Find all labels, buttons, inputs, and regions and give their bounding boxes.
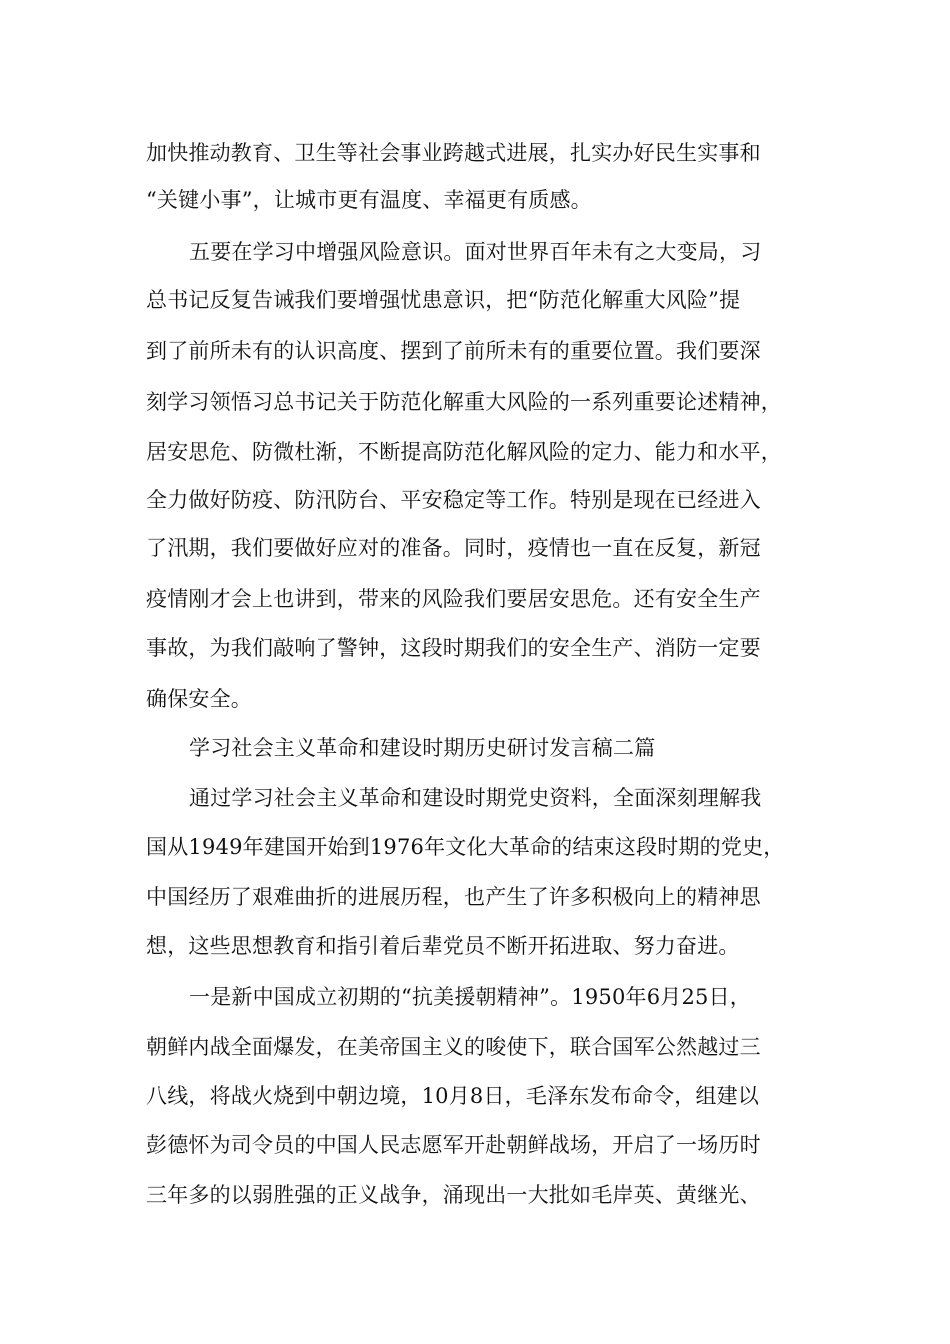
text-line: 八线，将战火烧到中朝边境，10月8日，毛泽东发布命令，组建以 [146, 1084, 760, 1108]
text-line: 国从1949年建国开始到1976年文化大革命的结束这段时期的党史， [146, 835, 785, 859]
text-line: 居安思危、防微杜渐，不断提高防范化解风险的定力、能力和水平， [146, 440, 782, 464]
text-line: 朝鲜内战全面爆发，在美帝国主义的唆使下，联合国军公然越过三 [146, 1035, 761, 1059]
text-line: 全力做好防疫、防汛防台、平安稳定等工作。特别是现在已经进入 [146, 488, 761, 512]
paragraph-start-line: 通过学习社会主义革命和建设时期党史资料，全面深刻理解我 [189, 786, 762, 810]
text-line: 中国经历了艰难曲折的进展历程，也产生了许多积极向上的精神思 [146, 885, 761, 909]
text-line: 疫情刚才会上也讲到，带来的风险我们要居安思危。还有安全生产 [146, 587, 761, 611]
text-line: 确保安全。 [146, 687, 252, 711]
text-line: 刻学习领悟习总书记关于防范化解重大风险的一系列重要论述精神， [146, 390, 782, 414]
paragraph-start-line: 一是新中国成立初期的“抗美援朝精神”。1950年6月25日， [189, 985, 751, 1009]
text-line: 加快推动教育、卫生等社会事业跨越式进展，扎实办好民生实事和 [146, 141, 761, 165]
text-line: 事故，为我们敲响了警钟，这段时期我们的安全生产、消防一定要 [146, 636, 761, 660]
text-line: 彭德怀为司令员的中国人民志愿军开赴朝鲜战场，开启了一场历时 [146, 1133, 761, 1157]
text-line: 总书记反复告诫我们要增强忧患意识，把“防范化解重大风险”提 [146, 288, 741, 312]
paragraph-start-line: 五要在学习中增强风险意识。面对世界百年未有之大变局，习 [189, 240, 762, 264]
text-line: 了汛期，我们要做好应对的准备。同时，疫情也一直在反复，新冠 [146, 536, 761, 560]
text-line: 三年多的以弱胜强的正义战争，涌现出一大批如毛岸英、黄继光、 [146, 1183, 761, 1207]
text-line: 到了前所未有的认识高度、摆到了前所未有的重要位置。我们要深 [146, 339, 761, 363]
text-line: “关键小事”，让城市更有温度、幸福更有质感。 [146, 188, 592, 212]
text-line: 想，这些思想教育和指引着后辈党员不断开拓进取、努力奋进。 [146, 934, 740, 958]
section-heading: 学习社会主义革命和建设时期历史研讨发言稿二篇 [189, 736, 656, 760]
